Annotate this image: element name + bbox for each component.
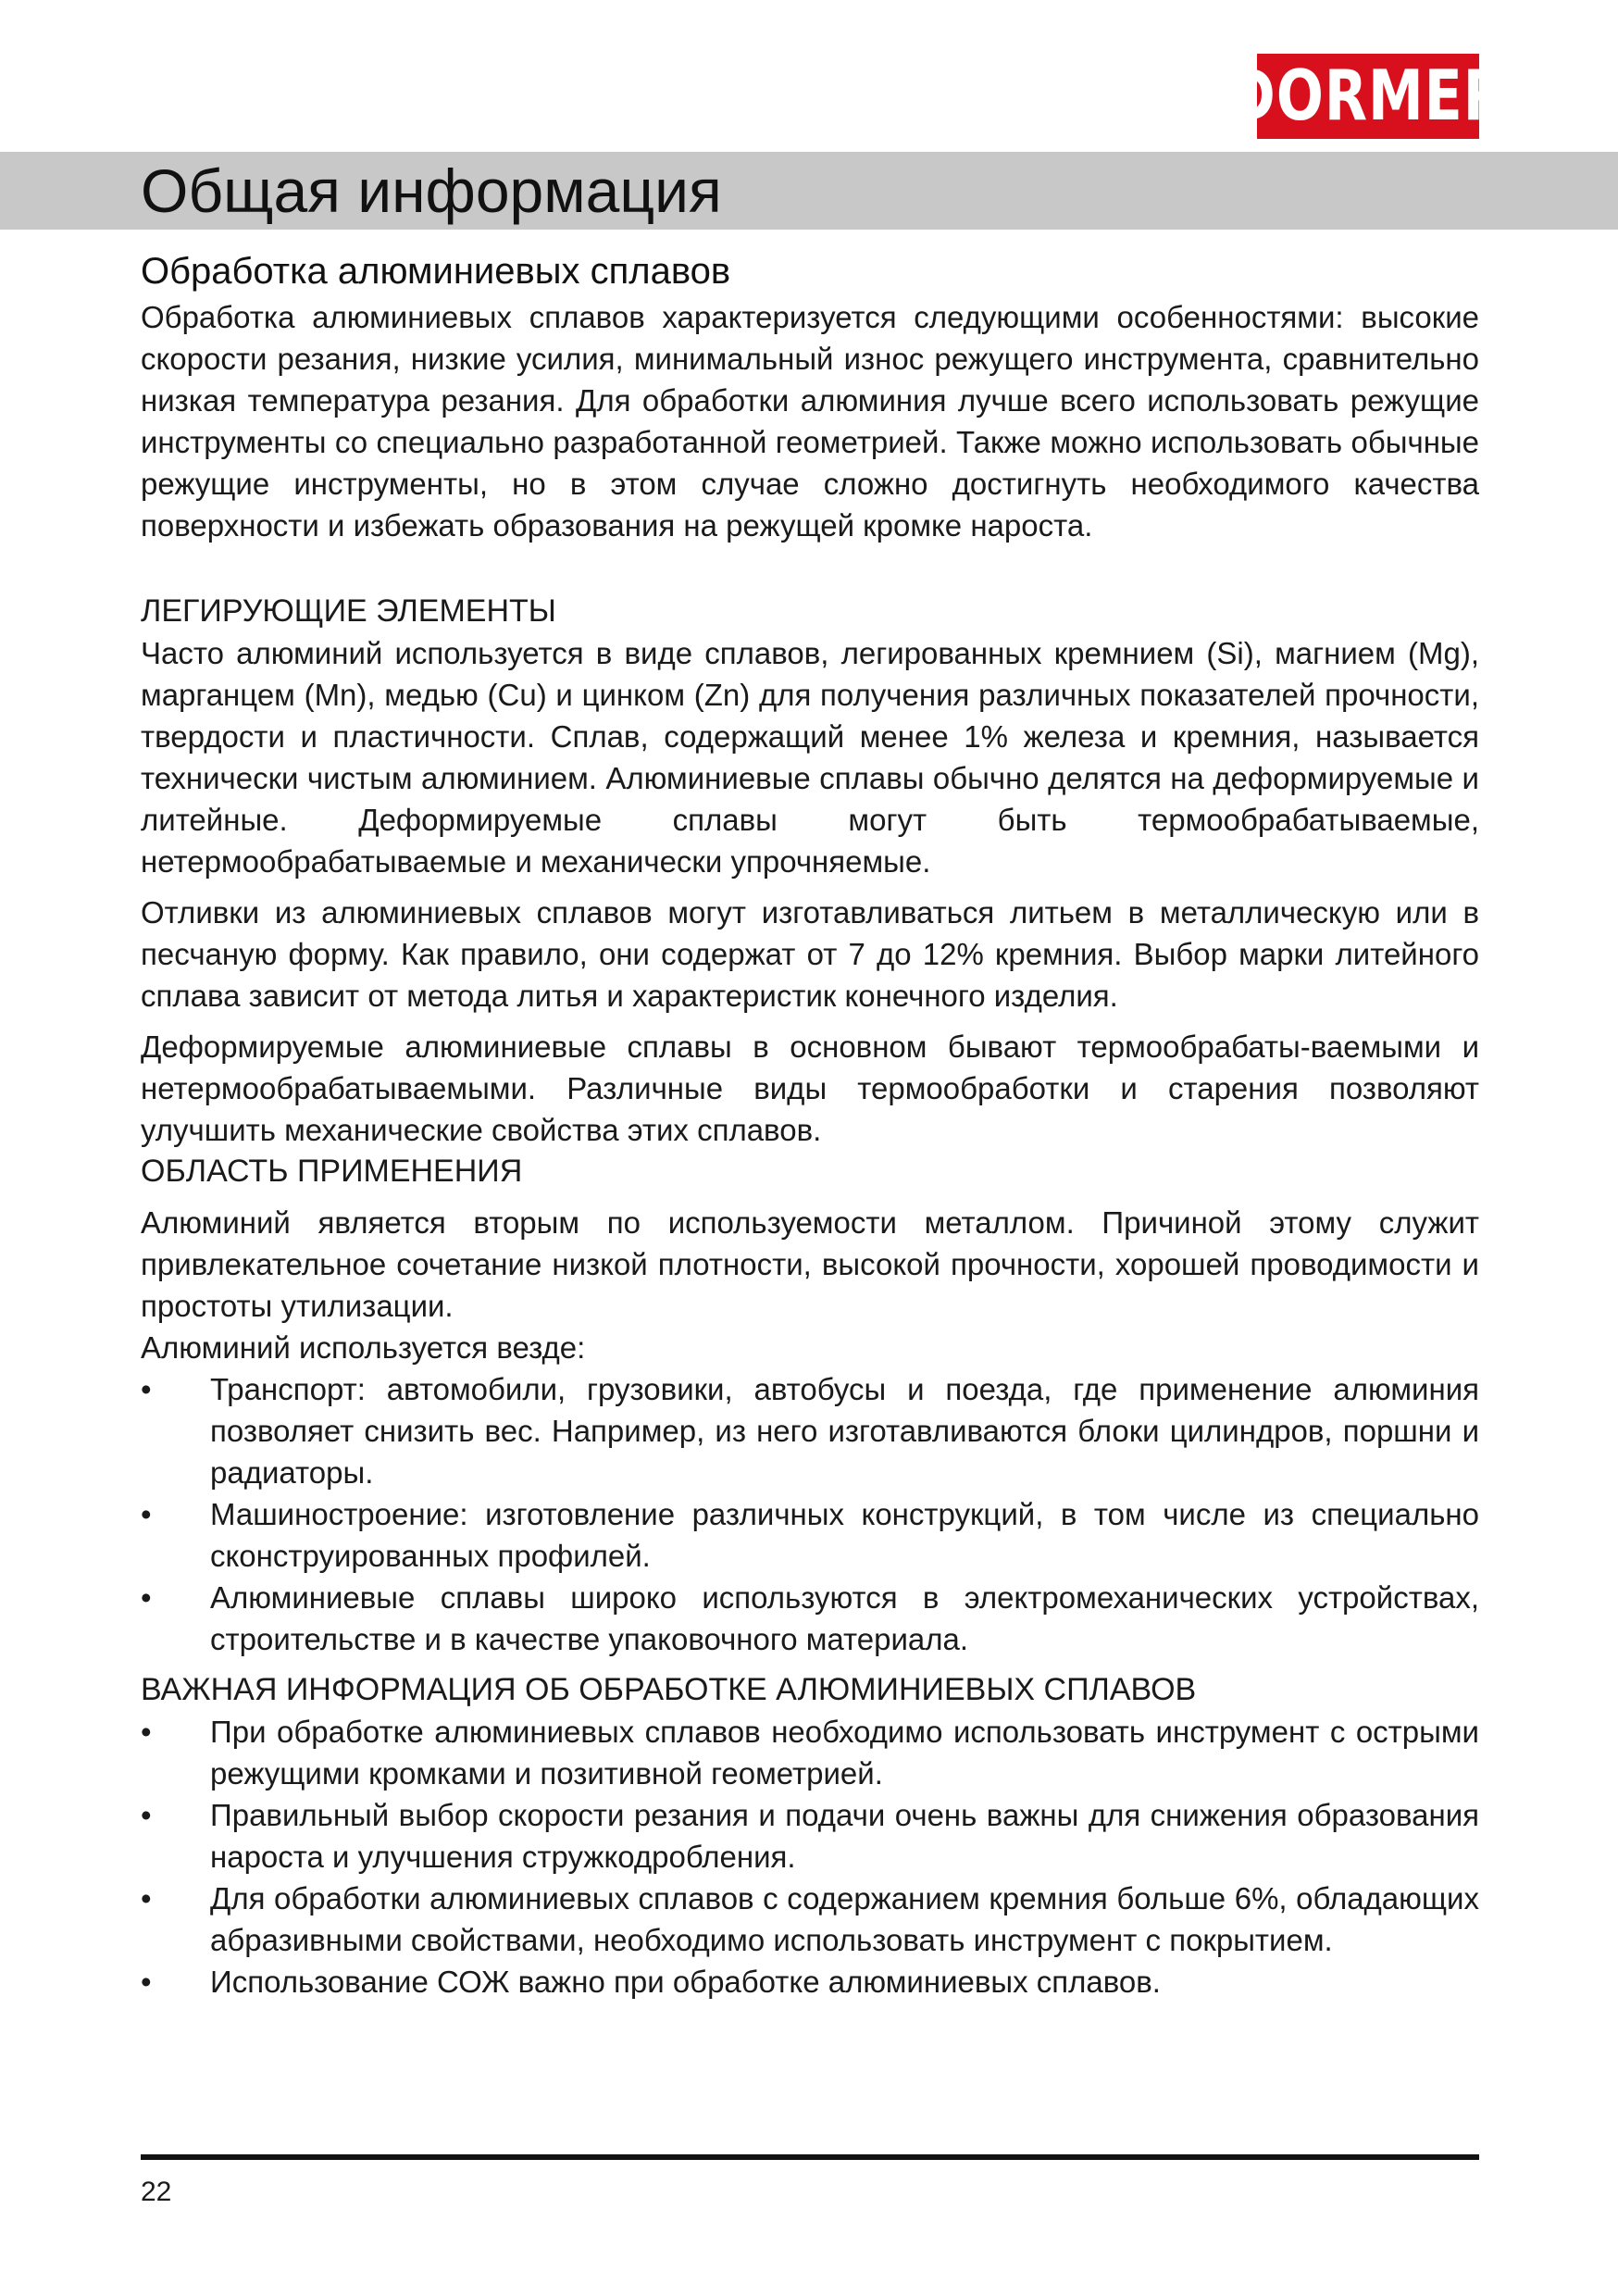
list-item: • Машиностроение: изготовление различных конструкций, в том числе из специально сконструированных профилей. [141,1493,1479,1577]
dormer-logo [1229,54,1507,139]
application-heading: ОБЛАСТЬ ПРИМЕНЕНИЯ [141,1154,523,1189]
important-list [141,1711,1479,2003]
spacer [141,1017,1479,1026]
application-list [141,1368,1479,1660]
important-heading: ВАЖНАЯ ИНФОРМАЦИЯ ОБ ОБРАБОТКЕ АЛЮМИНИЕВЫХ СПЛАВОВ [141,1672,1197,1707]
spacer [141,546,1479,591]
list-item: • Алюминиевые сплавы широко используются в электромеханических устройствах, строительстве и в качестве упаковочного материала. [141,1577,1479,1660]
application-paragraph-2: Алюминий используется везде: [141,1330,586,1365]
spacer [141,882,1479,892]
bullet-icon: • [141,1580,152,1615]
alloying-heading: ЛЕГИРУЮЩИЕ ЭЛЕМЕНТЫ [141,593,556,629]
list-item: • Правильный выбор скорости резания и подачи очень важны для снижения образования нароста и улучшения стружкодробления. [141,1794,1479,1878]
list-item: • Использование СОЖ важно при обработке алюминиевых сплавов. [141,1961,1479,2003]
alloying-paragraph-2: Отливки из алюминиевых сплавов могут изготавливаться литьем в металлическую или в песчаную форму. Как правило, они содержат от 7 до 12% кремния. Выбор марки литейного сплава зависит от метода литья и характеристик конечного изделия. [141,895,1479,1013]
bullet-icon: • [141,1372,152,1406]
bullet-icon: • [141,1881,152,1915]
bullet-icon: • [141,1798,152,1832]
list-item: • Транспорт: автомобили, грузовики, автобусы и поезда, где применение алюминия позволяет снизить вес. Например, из него изготавливаются блоки цилиндров, поршни и радиаторы. [141,1368,1479,1493]
list-item: • При обработке алюминиевых сплавов необходимо использовать инструмент с острыми режущими кромками и позитивной геометрией. [141,1711,1479,1794]
page-number: 22 [141,2177,172,2207]
page-title: Общая информация [141,156,722,225]
footer-rule [141,2154,1479,2160]
page-content [141,248,1479,2003]
section-subtitle: Обработка алюминиевых сплавов [141,251,731,292]
list-item: • Для обработки алюминиевых сплавов с содержанием кремния больше 6%, обладающих абразивными свойствами, необходимо использовать инструмент с покрытием. [141,1878,1479,1961]
spacer [141,1660,1479,1669]
bullet-icon: • [141,1715,152,1749]
bullet-icon: • [141,1965,152,1999]
application-paragraph-1: Алюминий является вторым по используемости металлом. Причиной этому служит привлекательное сочетание низкой плотности, высокой прочности, хорошей проводимости и простоты утилизации. [141,1205,1479,1323]
spacer [141,1192,1479,1202]
alloying-paragraph-3: Деформируемые алюминиевые сплавы в основном бывают термообрабаты-ваемыми и нетермообрабатываемыми. Различные виды термообработки и старения позволяют улучшить механические свойства этих сплавов. [141,1029,1479,1147]
logo-text: DORMER [1229,56,1507,137]
intro-paragraph: Обработка алюминиевых сплавов характеризуется следующими особенностями: высокие скорости резания, низкие усилия, минимальный износ режущего инструмента, сравнительно низкая температура резания. Для обработки алюминия лучше всего использовать режущие инструменты со специально разработанной геометрией. Также можно использовать обычные режущие инструменты, но в этом случае сложно достигнуть необходимого качества поверхности и избежать образования на режущей кромке нароста. [141,300,1479,543]
bullet-icon: • [141,1497,152,1531]
alloying-paragraph-1: Часто алюминий используется в виде сплавов, легированных кремнием (Si), магнием (Mg), марганцем (Mn), медью (Cu) и цинком (Zn) для получения различных показателей прочности, твердости и пластичности. Сплав, содержащий менее 1% железа и кремния, называется технически чистым алюминием. Алюминиевые сплавы обычно делятся на деформируемые и литейные. Деформируемые сплавы могут быть термообрабатываемые, нетермообрабатываемые и механически упрочняемые. [141,636,1479,879]
